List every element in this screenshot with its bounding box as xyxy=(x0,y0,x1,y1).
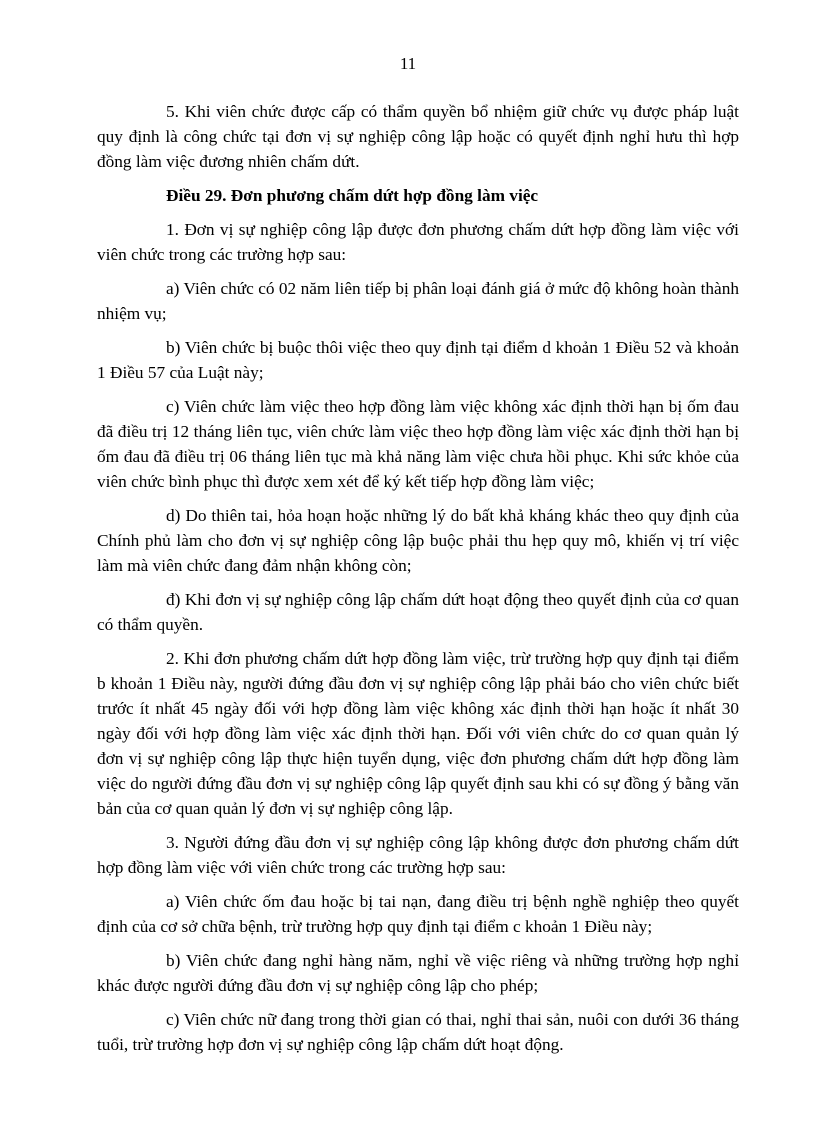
paragraph-clause-3-c: c) Viên chức nữ đang trong thời gian có thai, nghỉ thai sản, nuôi con dưới 36 tháng tuổi, trừ trường hợp đơn vị sự nghiệp công lập chấm dứt hoạt động. xyxy=(97,1010,739,1054)
paragraph-clause-2: 2. Khi đơn phương chấm dứt hợp đồng làm việc, trừ trường hợp quy định tại điểm b khoản 1 Điều này, người đứng đầu đơn vị sự nghiệp công lập phải báo cho viên chức biết trước ít nhất 45 ngày đối với hợp đồng làm việc không xác định thời hạn hoặc ít nhất 30 ngày đối với hợp đồng làm việc xác định thời hạn. Đối với viên chức do cơ quan quản lý đơn vị sự nghiệp công lập thực hiện tuyển dụng, việc đơn phương chấm dứt hợp đồng làm việc do người đứng đầu đơn vị sự nghiệp công lập quyết định sau khi có sự đồng ý bằng văn bản của cơ quan quản lý đơn vị sự nghiệp công lập. xyxy=(97,649,739,818)
paragraph-clause-1-d: d) Do thiên tai, hỏa hoạn hoặc những lý do bất khả kháng khác theo quy định của Chính phủ làm cho đơn vị sự nghiệp công lập buộc phải thu hẹp quy mô, khiến vị trí việc làm mà viên chức đang đảm nhận không còn; xyxy=(97,506,739,575)
paragraph-clause-1-a: a) Viên chức có 02 năm liên tiếp bị phân loại đánh giá ở mức độ không hoàn thành nhiệm vụ; xyxy=(97,279,739,323)
paragraph-clause-3: 3. Người đứng đầu đơn vị sự nghiệp công lập không được đơn phương chấm dứt hợp đồng làm việc với viên chức trong các trường hợp sau: xyxy=(97,833,739,877)
page-number: 11 xyxy=(399,54,417,73)
document-body xyxy=(97,99,739,1066)
paragraph-clause-1-c: c) Viên chức làm việc theo hợp đồng làm việc không xác định thời hạn bị ốm đau đã điều trị 12 tháng liên tục, viên chức làm việc theo hợp đồng làm việc xác định thời hạn bị ốm đau đã điều trị 06 tháng liên tục mà khả năng làm việc chưa hồi phục. Khi sức khỏe của viên chức bình phục thì được xem xét để ký kết tiếp hợp đồng làm việc; xyxy=(97,397,739,491)
paragraph-clause-1-dd: đ) Khi đơn vị sự nghiệp công lập chấm dứt hoạt động theo quyết định của cơ quan có thẩm quyền. xyxy=(97,590,739,634)
paragraph-clause-3-a: a) Viên chức ốm đau hoặc bị tai nạn, đang điều trị bệnh nghề nghiệp theo quyết định của cơ sở chữa bệnh, trừ trường hợp quy định tại điểm c khoản 1 Điều này; xyxy=(97,892,739,936)
paragraph-clause-3-b: b) Viên chức đang nghỉ hàng năm, nghỉ về việc riêng và những trường hợp nghỉ khác được người đứng đầu đơn vị sự nghiệp công lập cho phép; xyxy=(97,951,739,995)
paragraph-clause-5: 5. Khi viên chức được cấp có thẩm quyền bổ nhiệm giữ chức vụ được pháp luật quy định là công chức tại đơn vị sự nghiệp công lập hoặc có quyết định nghỉ hưu thì hợp đồng làm việc đương nhiên chấm dứt. xyxy=(97,102,739,171)
paragraph-clause-1-b: b) Viên chức bị buộc thôi việc theo quy định tại điểm d khoản 1 Điều 52 và khoản 1 Điều 57 của Luật này; xyxy=(97,338,739,382)
paragraph-clause-1: 1. Đơn vị sự nghiệp công lập được đơn phương chấm dứt hợp đồng làm việc với viên chức trong các trường hợp sau: xyxy=(97,220,739,264)
article-heading: Điều 29. Đơn phương chấm dứt hợp đồng làm việc xyxy=(166,186,539,205)
